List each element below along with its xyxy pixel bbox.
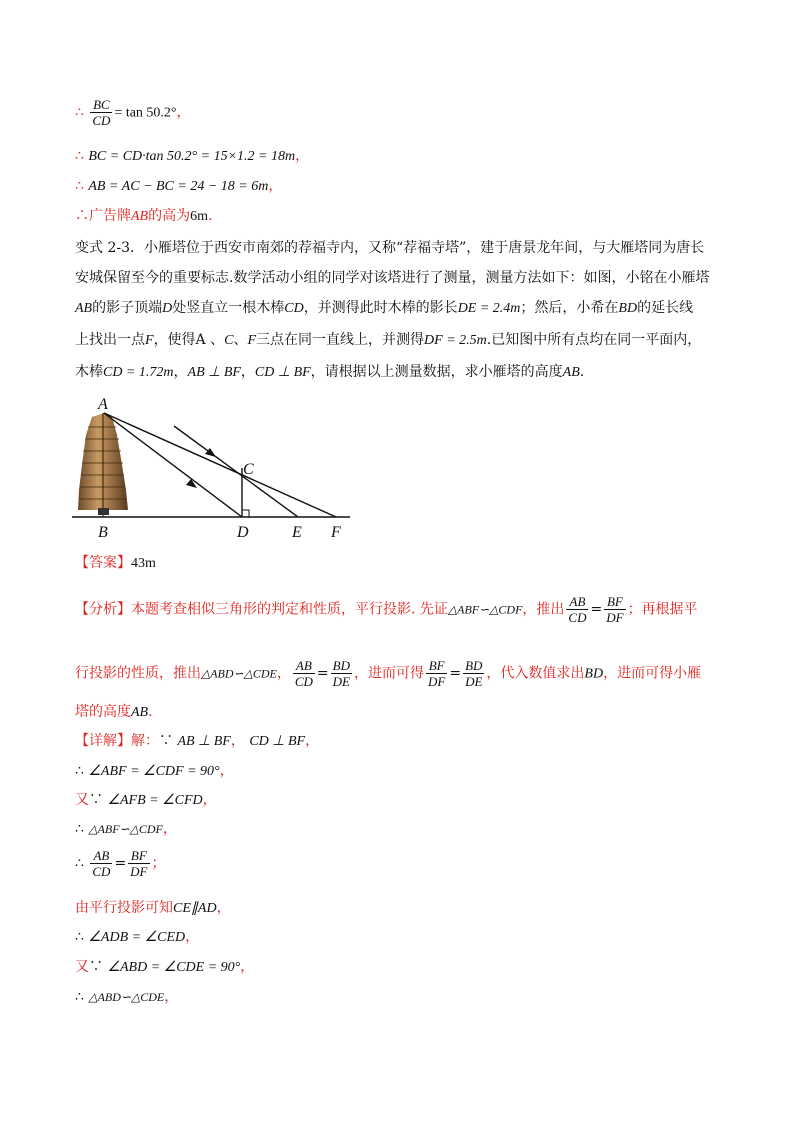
detail-line-9: ∴ △ABD∽△CDE， xyxy=(75,989,179,1005)
detail-line-5: ∴ $\frac{AB}{CD}$ = $\frac{BF}{DF}$ ； xyxy=(75,848,166,879)
analysis-line-3: 塔的高度AB. xyxy=(75,704,153,720)
label-F: F xyxy=(331,524,341,541)
prev-line-2: ∴ BC = CD·tan 50.2° = 15×1.2 = 18m， xyxy=(75,148,310,164)
detail-line-4: ∴ △ABF∽△CDF， xyxy=(75,821,177,837)
label-E: E xyxy=(292,524,302,541)
detail-line-7: ∴ ∠ADB = ∠CED， xyxy=(75,929,200,945)
analysis-line-2: 行投影的性质，推出△ABD∽△CDE， $\frac{AB}{CD}$ = $\frac{BD}{DE}$ ，进而可得 $\frac{BF}{DF}$ = $\frac{BD}{DE}$ ，代入数值求出BD，进而可得小雁 xyxy=(75,658,702,689)
prev-line-1: ∴ $\frac{BC}{CD}$ = tan 50.2°， xyxy=(75,97,191,128)
detail-line-3: 又∵ ∠AFB = ∠CFD， xyxy=(75,792,217,808)
prev-line-4: ∴广告牌AB的高为6m. xyxy=(75,208,213,224)
detail-line-1: 【详解】解：∵ AB ⊥ BF， CD ⊥ BF， xyxy=(75,733,320,749)
label-C: C xyxy=(243,461,254,478)
answer-line: 【答案】43m xyxy=(75,555,156,571)
pagoda-image xyxy=(78,413,128,517)
right-angle-mark xyxy=(242,510,249,517)
arrow-AD xyxy=(186,479,197,488)
detail-line-2: ∴ ∠ABF = ∠CDF = 90°， xyxy=(75,763,234,779)
line-AF xyxy=(104,413,336,517)
line-CE xyxy=(174,426,298,517)
analysis-line-1: 【分析】本题考查相似三角形的判定和性质，平行投影. 先证△ABF∽△CDF，推出 $\frac{AB}{CD}$ = $\frac{BF}{DF}$ ；再根据平 xyxy=(75,594,698,625)
detail-line-6: 由平行投影可知CE∥AD， xyxy=(75,900,231,916)
label-D: D xyxy=(237,524,249,541)
prev-line-3: ∴ AB = AC − BC = 24 − 18 = 6m， xyxy=(75,178,283,194)
detail-line-8: 又∵ ∠ABD = ∠CDE = 90°， xyxy=(75,959,255,975)
label-B: B xyxy=(98,524,108,541)
label-A: A xyxy=(98,396,108,413)
geometry-figure xyxy=(70,395,360,545)
